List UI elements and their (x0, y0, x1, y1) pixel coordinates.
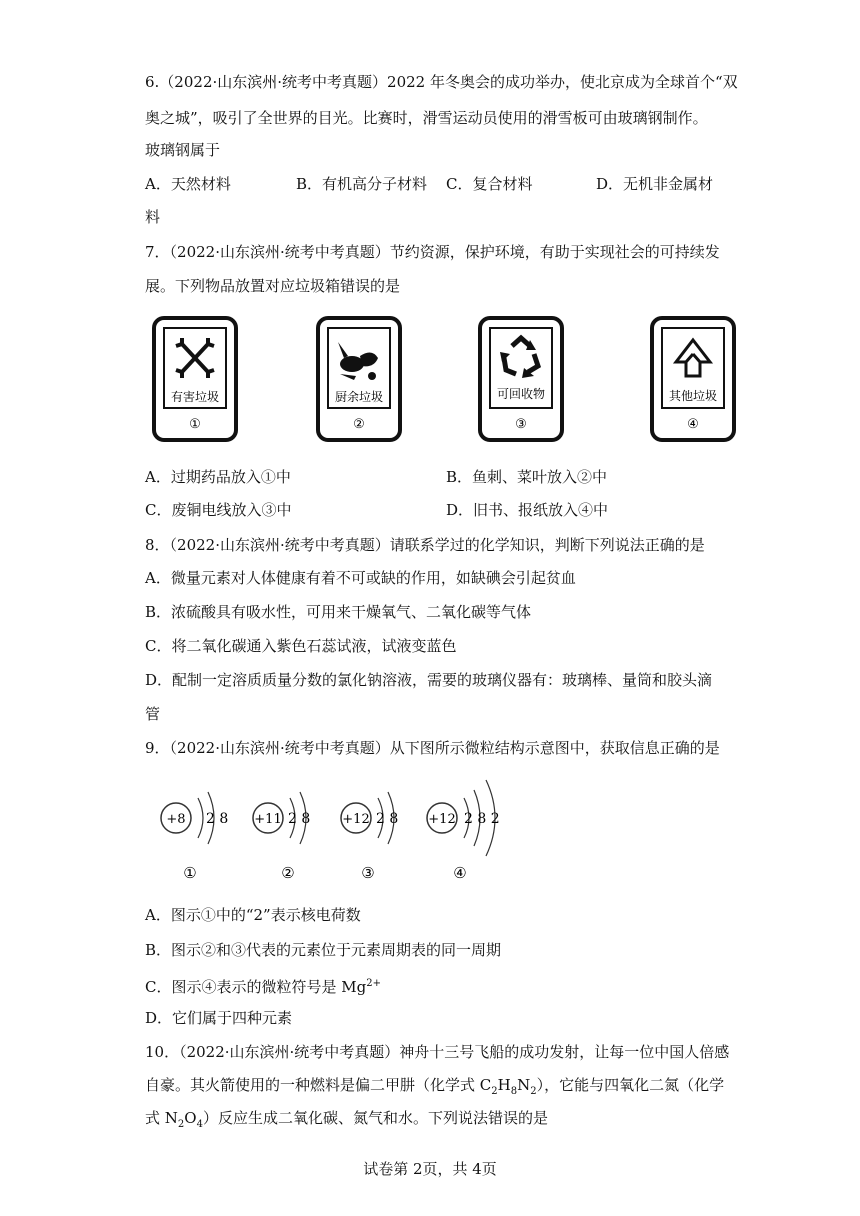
atom-structure-diagram-3 (338, 770, 428, 884)
q8-option-d: D．配制一定溶质质量分数的氯化钠溶液，需要的玻璃仪器有：玻璃棒、量筒和胶头滴 (145, 671, 713, 689)
q9-option-b: B．图示②和③代表的元素位于元素周期表的同一周期 (145, 941, 502, 959)
q8-stem: 8．（2022·山东滨州·统考中考真题）请联系学过的化学知识，判断下列说法正确的是 (145, 536, 705, 554)
hazardous-waste-bin (152, 316, 238, 442)
atom-structure-diagram-4 (424, 760, 534, 884)
q9-option-d: D．它们属于四种元素 (145, 1009, 293, 1027)
diagram-number: ④ (453, 864, 467, 880)
q8-option-d-continued: 管 (145, 705, 161, 723)
atom-structure-diagram-1 (158, 770, 248, 884)
q6-option-b: B．有机高分子材料 (296, 175, 428, 193)
q6-option-d: D．无机非金属材 (596, 175, 714, 193)
electron-shells: 2 8 (206, 811, 229, 827)
nucleus-charge: +12 (428, 812, 456, 827)
q10-stem-line-2: 自豪。其火箭使用的一种燃料是偏二甲肼（化学式 $C_2H_8N_2$），它能与四氧化二氮（化学 (145, 1076, 725, 1097)
other-waste-bin (650, 316, 736, 442)
q9-stem: 9．（2022·山东滨州·统考中考真题）从下图所示微粒结构示意图中，获取信息正确的是 (145, 739, 720, 757)
q6-option-a: A．天然材料 (145, 175, 231, 193)
bin-number: ① (189, 417, 201, 432)
q7-stem-line-1: 7．（2022·山东滨州·统考中考真题）节约资源，保护环境，有助于实现社会的可持续发 (145, 243, 720, 261)
atom-structure-diagram-2 (250, 770, 340, 884)
q8-option-b: B．浓硫酸具有吸水性，可用来干燥氧气、二氧化碳等气体 (145, 603, 532, 621)
q6-stem-line-3: 玻璃钢属于 (145, 141, 221, 159)
q9-option-c: C．图示④表示的微粒符号是 $Mg^{2+}$ (145, 978, 381, 996)
bin-number: ④ (687, 417, 699, 432)
q6-stem-line-1: 6.（2022·山东滨州·统考中考真题）2022 年冬奥会的成功举办，使北京成为全球首个“双 (145, 73, 738, 91)
bin-label: 可回收物 (496, 387, 546, 401)
diagram-number: ① (183, 864, 197, 880)
bin-label: 其他垃圾 (668, 389, 718, 403)
q6-option-d-continued: 料 (145, 208, 161, 226)
diagram-number: ② (281, 864, 295, 880)
electron-shells: 2 8 (376, 811, 399, 827)
diagram-number: ③ (361, 864, 375, 880)
q7-stem-line-2: 展。下列物品放置对应垃圾箱错误的是 (145, 277, 401, 295)
q7-option-b: B．鱼刺、菜叶放入②中 (446, 468, 608, 486)
electron-shells: 2 8 2 (464, 811, 500, 827)
q8-option-a: A．微量元素对人体健康有着不可或缺的作用，如缺碘会引起贫血 (145, 569, 576, 587)
nucleus-charge: +12 (342, 812, 370, 827)
bin-number: ② (353, 417, 365, 432)
q7-option-c: C．废铜电线放入③中 (145, 501, 292, 519)
page-footer: 试卷第 2页，共 4页 (363, 1160, 497, 1178)
q8-option-c: C．将二氧化碳通入紫色石蕊试液，试液变蓝色 (145, 637, 457, 655)
bin-label: 有害垃圾 (170, 390, 220, 404)
q7-option-a: A．过期药品放入①中 (145, 468, 291, 486)
kitchen-waste-bin (316, 316, 402, 442)
q6-stem-line-2: 奥之城”，吸引了全世界的目光。比赛时，滑雪运动员使用的滑雪板可由玻璃钢制作。 (145, 109, 708, 127)
q6-option-c: C．复合材料 (446, 175, 533, 193)
q9-option-a: A．图示①中的“2”表示核电荷数 (145, 906, 361, 924)
q7-option-d: D．旧书、报纸放入④中 (446, 501, 609, 519)
recyclable-bin (478, 316, 564, 442)
bin-label: 厨余垃圾 (334, 390, 384, 404)
q10-stem-line-3: 式 $N_2O_4$）反应生成二氧化碳、氮气和水。下列说法错误的是 (145, 1109, 548, 1130)
q10-stem-line-1: 10．（2022·山东滨州·统考中考真题）神舟十三号飞船的成功发射，让每一位中国人倍感 (145, 1043, 730, 1061)
nucleus-charge: +8 (166, 812, 186, 827)
bin-number: ③ (515, 417, 527, 432)
electron-shells: 2 8 (288, 811, 311, 827)
nucleus-charge: +11 (254, 812, 282, 827)
